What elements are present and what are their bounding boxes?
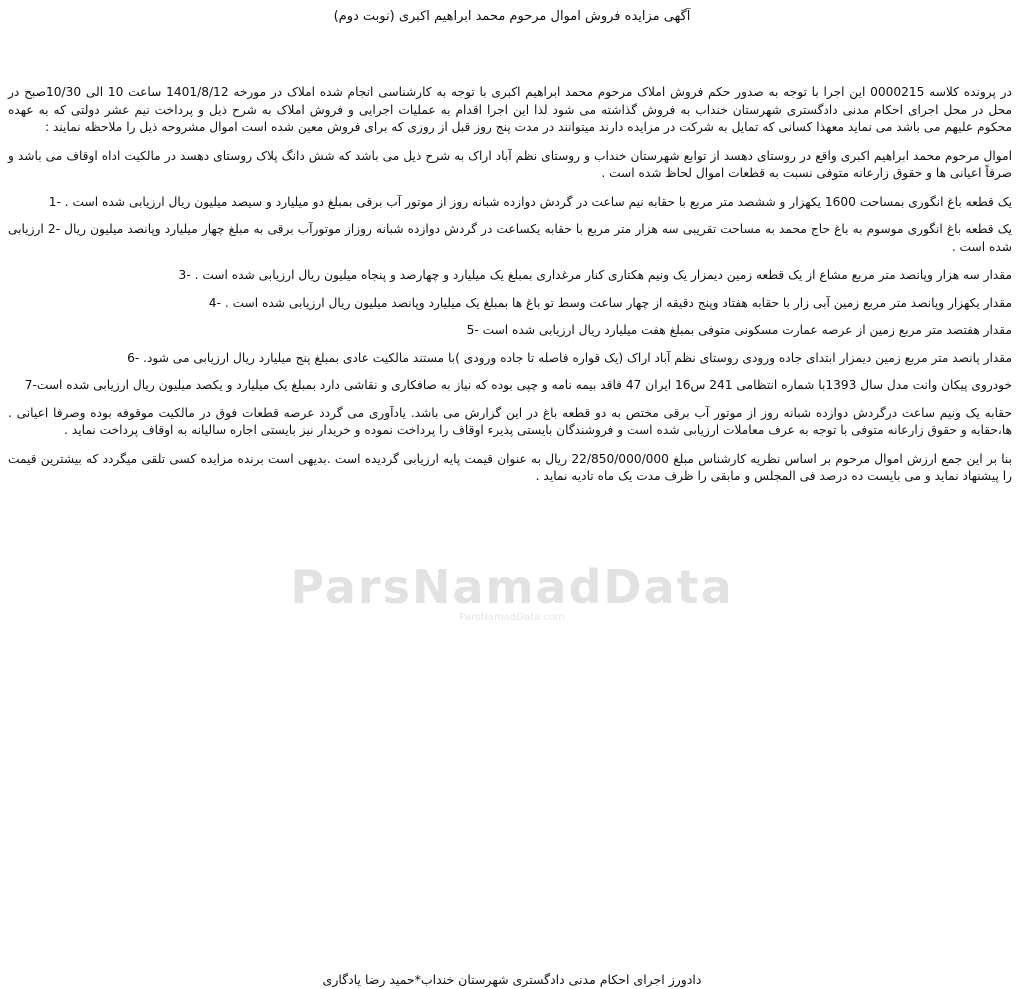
property-description-paragraph: اموال مرحوم محمد ابراهیم اکبری واقع در روستای دهسد از توابع شهرستان خنداب و روستای نظم آباد اراک به شرح ذیل می باشد که شش دانگ پلاک روستای دهسد در مالکیت اداه اوقاف می باشد و صرفاً اعیانی ها و حقوق زارعانه متوفی نسبت به قطعات اموال لحاظ شده است . bbox=[8, 148, 1012, 180]
watermark-logo-text: ParsNamadData bbox=[290, 560, 734, 614]
item-7-paragraph: خودروی پیکان وانت مدل سال 1393با شماره انتظامی 241 س16 ایران 47 فاقد بیمه نامه و چپی بوده که نیاز به صافکاری و نقاشی دارد بمبلغ یک میلیارد و یکصد میلیون ریال ارزیابی شده است-7 bbox=[24, 378, 1012, 392]
water-rights-paragraph: حقابه یک ونیم ساعت درگردش دوازده شبانه روز از موتور آب برقی مختص به دو قطعه باغ در این گزارش می باشد. یادآوری می گردد عرصه قطعات فوق در مالکیت موقوفه بوده وصرفا اعیانی . ها،حقابه و حقوق زارعانه متوفی با توجه به عرف معاملات ارزیابی شده است و فروشندگان بایستی پذیرء اوقاف را پرداخت نموده و خریدار نیز بایستی اجاره سالیانه به اوقاف پرداخت نماید . bbox=[8, 405, 1012, 437]
item-5-paragraph: مقدار هفتصد متر مربع زمین از عرصه عمارت مسکونی متوفی بمبلغ هفت میلیارد ریال ارزیابی شده است -5 bbox=[466, 323, 1012, 337]
item-1-paragraph: یک قطعه باغ انگوری بمساحت 1600 یکهزار و ششصد متر مربع با حقابه نیم ساعت در گردش دوازده شبانه روز از موتور آب برقی بمبلغ دو میلیارد و سیصد میلیون ریال ارزیابی شده است . -1 bbox=[48, 194, 1012, 209]
notice-body bbox=[8, 84, 1012, 486]
signature-line: دادورز اجرای احکام مدنی دادگستری شهرستان خنداب*حمید رضا یادگاری bbox=[322, 971, 702, 987]
total-value-paragraph: بنا بر این جمع ارزش اموال مرحوم بر اساس نظریه کارشناس مبلغ 22/850/000/000 ریال به عنوان قیمت پایه ارزیابی گردیده است .بدیهی است برنده مزایده کسی تلقی میگردد که بیشترین قیمت را پیشنهاد نماید و می بایست ده درصد فی المجلس و مابقی را ظرف مدت یک ماه تادیه نماید . bbox=[8, 451, 1013, 483]
intro-paragraph: در پرونده کلاسه 0000215 این اجرا با توجه به صدور حکم فروش املاک مرحوم محمد ابراهیم اکبری با توجه به کارشناسی انجام شده املاک در مورخه 1401/8/12 ساعت 10 الی 10/30صبح در محل در محل اجرای احکام مدنی دادگستری شهرستان خنداب به فروش گذاشته می شود لذا این اجرا اقدام به عملیات اجرایی و فروش املاک به شرح ذیل و پرداخت نیم عشر دولتی که به عهده محکوم علیهم می باشد می نماید معهذا کسانی که تمایل به شرکت در مزایده دارند میتوانند در مدت پنج روز قبل از روزی که برای فروش معین شده است اموال مشروحه ذیل را ملاحظه نمایند : bbox=[8, 85, 1012, 134]
item-3-paragraph: مقدار سه هزار وپانصد متر مربع مشاع از یک قطعه زمین دیمزار یک ونیم هکتاری کنار مرغداری بمبلغ یک میلیارد و چهارصد و پنجاه میلیون ریال ارزیابی شده است . -3 bbox=[178, 268, 1012, 282]
item-4-paragraph: مقدار یکهزار وپانصد متر مربع زمین آبی زار با حقابه هفتاد وپنج دقیقه از چهار ساعت وسط تو باغ ها بمبلغ یک میلیارد وپانصد میلیون ریال ارزیابی شده است . -4 bbox=[208, 295, 1012, 310]
item-2-paragraph: یک قطعه باغ انگوری موسوم به باغ حاج محمد به مساحت تقریبی سه هزار متر مربع با حقابه یکساعت در گردش دوازده شبانه روزاز موتورآب برقی به مبلغ چهار میلیارد وپانصد میلیون ریال -2 ارزیابی شده است . bbox=[8, 222, 1012, 254]
item-6-paragraph: مقدار پانصد متر مربع زمین دیمزار ابتدای جاده ورودی روستای نظم آباد اراک (یک قواره فاصله تا جاده ورودی )با مستند مالکیت عادی بمبلغ پنج میلیارد ریال ارزیابی می شود. -6 bbox=[127, 350, 1012, 365]
watermark-url: ParsNamadData.com bbox=[459, 612, 565, 623]
notice-title: آگهی مزایده فروش اموال مرحوم محمد ابراهیم اکبری (نوبت دوم) bbox=[333, 9, 691, 24]
